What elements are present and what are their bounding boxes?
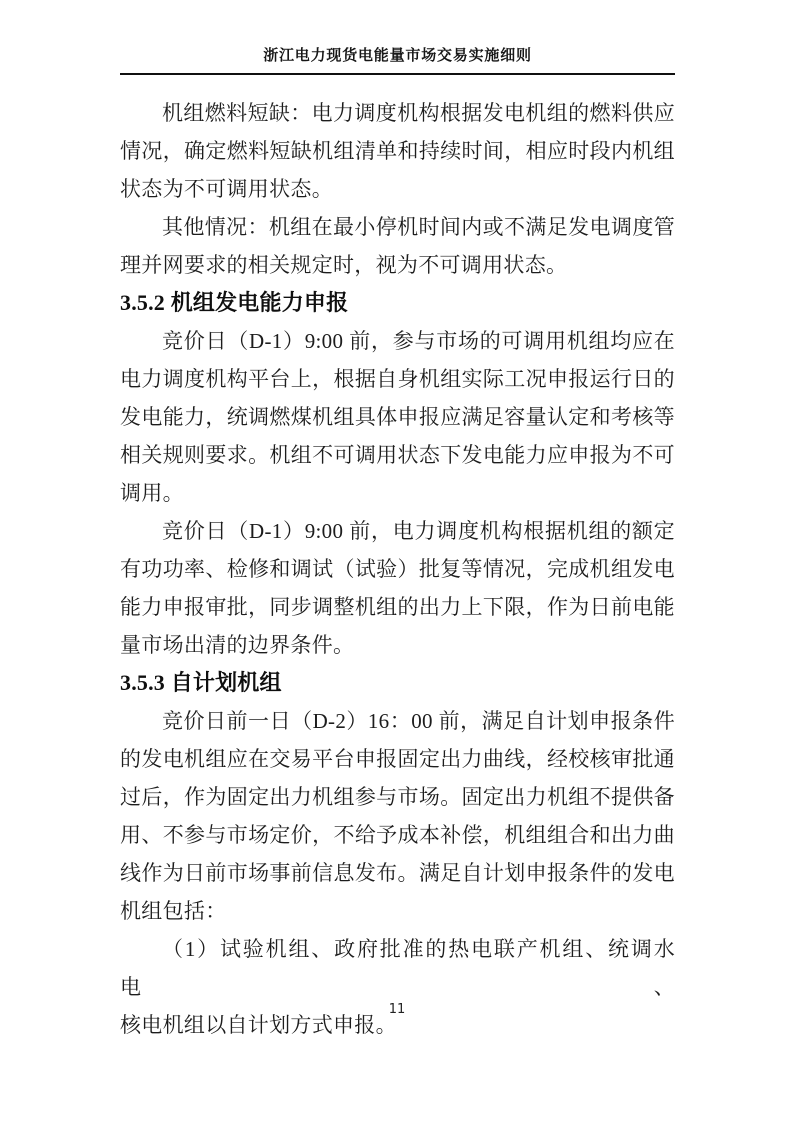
paragraph-line: 情况，确定燃料短缺机组清单和持续时间，相应时段内机组: [120, 139, 675, 163]
paragraph: [120, 512, 675, 664]
paragraph-line: 用、不参与市场定价，不给予成本补偿，机组组合和出力曲: [120, 823, 675, 847]
paragraph-line: 电力调度机构平台上，根据自身机组实际工况申报运行日的: [120, 367, 675, 391]
section-heading-3-5-2: 3.5.2 机组发电能力申报: [120, 290, 349, 315]
paragraph-line: 状态为不可调用状态。: [120, 177, 333, 201]
paragraph: [120, 930, 675, 1044]
paragraph-line: （1）试验机组、政府批准的热电联产机组、统调水电、: [120, 937, 675, 999]
paragraph: [120, 702, 675, 930]
paragraph-line: 过后，作为固定出力机组参与市场。固定出力机组不提供备: [120, 785, 675, 809]
paragraph-line: 线作为日前市场事前信息发布。满足自计划申报条件的发电: [120, 861, 675, 885]
paragraph-line: 发电能力，统调燃煤机组具体申报应满足容量认定和考核等: [120, 405, 675, 429]
paragraph-line: 机组燃料短缺：电力调度机构根据发电机组的燃料供应: [162, 101, 675, 125]
paragraph-line: 其他情况：机组在最小停机时间内或不满足发电调度管: [162, 215, 675, 239]
paragraph-line: 竞价日前一日（D-2）16：00 前，满足自计划申报条件: [162, 709, 675, 733]
paragraph-line: 量市场出清的边界条件。: [120, 633, 355, 657]
document-body: [120, 94, 675, 1044]
paragraph: [120, 208, 675, 284]
page-number: 11: [388, 1002, 406, 1017]
paragraph-line: 的发电机组应在交易平台申报固定出力曲线，经校核审批通: [120, 747, 675, 771]
paragraph-line: 核电机组以自计划方式申报。: [120, 1013, 397, 1037]
paragraph-line: 相关规则要求。机组不可调用状态下发电能力应申报为不可: [120, 443, 675, 467]
paragraph-line: 调用。: [120, 481, 184, 505]
section-heading-3-5-3: 3.5.3 自计划机组: [120, 670, 282, 695]
page-footer: [0, 1000, 794, 1018]
running-header-title: 浙江电力现货电能量市场交易实施细则: [263, 48, 532, 64]
paragraph: [120, 322, 675, 512]
paragraph-line: 竞价日（D-1）9:00 前，电力调度机构根据机组的额定: [162, 519, 675, 543]
paragraph-line: 机组包括：: [120, 899, 227, 923]
paragraph-line: 竞价日（D-1）9:00 前，参与市场的可调用机组均应在: [162, 329, 675, 353]
page-header: [120, 46, 675, 75]
paragraph-line: 能力申报审批，同步调整机组的出力上下限，作为日前电能: [120, 595, 675, 619]
paragraph-line: 理并网要求的相关规定时，视为不可调用状态。: [120, 253, 568, 277]
paragraph: [120, 94, 675, 208]
paragraph-line: 有功功率、检修和调试（试验）批复等情况，完成机组发电: [120, 557, 675, 581]
